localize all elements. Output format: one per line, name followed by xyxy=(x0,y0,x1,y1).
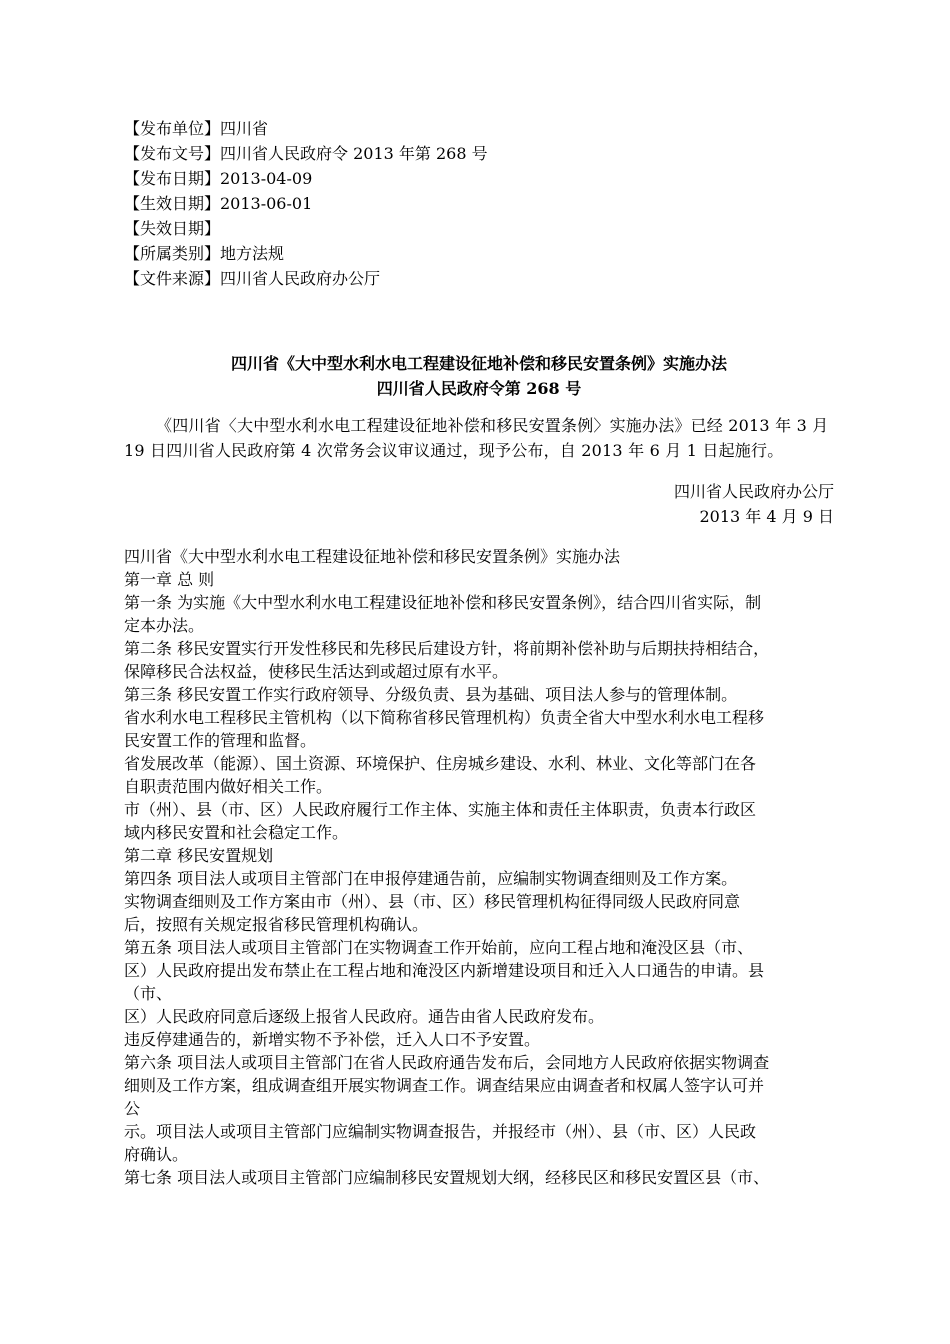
meta-effective-date: 【生效日期】2013-06-01 xyxy=(124,194,313,213)
meta-expiry-date: 【失效日期】 xyxy=(124,219,221,238)
decree-number: 四川省人民政府令第 268 号 xyxy=(376,379,582,398)
body-line: 自职责范围内做好相关工作。 xyxy=(124,777,333,796)
body-line: 细则及工作方案，组成调查组开展实物调查工作。调查结果应由调查者和权属人签字认可并 xyxy=(124,1076,765,1095)
meta-issue-date: 【发布日期】2013-04-09 xyxy=(124,169,313,188)
body-line: 第三条 移民安置工作实行政府领导、分级负责、县为基础、项目法人参与的管理体制。 xyxy=(124,685,738,704)
body-line: 第一条 为实施《大中型水利水电工程建设征地补偿和移民安置条例》，结合四川省实际，制 xyxy=(124,593,762,612)
promulgation-paragraph: 《四川省〈大中型水利水电工程建设征地补偿和移民安置条例〉实施办法》已经 2013 年 3 月 19 日四川省人民政府第 4 次常务会议审议通过，现予公布，自 2013 年 6 月 1 日起施行。 xyxy=(124,416,829,460)
body-line: 民安置工作的管理和监督。 xyxy=(124,731,317,750)
body-line: 公 xyxy=(124,1099,141,1118)
meta-issuer: 【发布单位】四川省 xyxy=(124,119,269,138)
signature-org: 四川省人民政府办公厅 xyxy=(673,482,834,501)
body-line: 省发展改革（能源）、国土资源、环境保护、住房城乡建设、水利、林业、文化等部门在各 xyxy=(124,754,757,773)
document-title: 四川省《大中型水利水电工程建设征地补偿和移民安置条例》实施办法 xyxy=(230,354,727,373)
body-line: 实物调查细则及工作方案由市（州）、县（市、区）移民管理机构征得同级人民政府同意 xyxy=(124,892,741,911)
body-line: 四川省《大中型水利水电工程建设征地补偿和移民安置条例》实施办法 xyxy=(124,547,621,566)
body-line: 域内移民安置和社会稳定工作。 xyxy=(124,823,349,842)
body-line: 区）人民政府提出发布禁止在工程占地和淹没区内新增建设项目和迁入人口通告的申请。县 xyxy=(124,961,765,980)
document-page xyxy=(124,116,834,1189)
body-line: 第五条 项目法人或项目主管部门在实物调查工作开始前，应向工程占地和淹没区县（市、 xyxy=(124,938,754,957)
body-line: 保障移民合法权益，使移民生活达到或超过原有水平。 xyxy=(124,662,509,681)
body-line: 第六条 项目法人或项目主管部门在省人民政府通告发布后，会同地方人民政府依据实物调查 xyxy=(124,1053,770,1072)
body-line: 违反停建通告的，新增实物不予补偿，迁入人口不予安置。 xyxy=(124,1030,541,1049)
document-title-block xyxy=(124,351,834,401)
body-line: 定本办法。 xyxy=(124,616,205,635)
body-line: 第二条 移民安置实行开发性移民和先移民后建设方针，将前期补偿补助与后期扶持相结合， xyxy=(124,639,770,658)
body-line: 第二章 移民安置规划 xyxy=(124,846,274,865)
regulation-body xyxy=(124,545,834,1189)
body-line: 示。项目法人或项目主管部门应编制实物调查报告，并报经市（州）、县（市、区）人民政 xyxy=(124,1122,757,1141)
body-line: 第七条 项目法人或项目主管部门应编制移民安置规划大纲，经移民区和移民安置区县（市、 xyxy=(124,1168,770,1187)
metadata-block xyxy=(124,116,834,291)
body-line: 区）人民政府同意后逐级上报省人民政府。通告由省人民政府发布。 xyxy=(124,1007,605,1026)
body-line: 第四条 项目法人或项目主管部门在申报停建通告前，应编制实物调查细则及工作方案。 xyxy=(124,869,738,888)
signature-date: 2013 年 4 月 9 日 xyxy=(699,507,834,526)
body-line: 府确认。 xyxy=(124,1145,189,1164)
body-line: 后，按照有关规定报省移民管理机构确认。 xyxy=(124,915,429,934)
body-line: 第一章 总 则 xyxy=(124,570,215,589)
body-line: （市、 xyxy=(124,984,173,1003)
meta-category: 【所属类别】地方法规 xyxy=(124,244,285,263)
meta-doc-number: 【发布文号】四川省人民政府令 2013 年第 268 号 xyxy=(124,144,488,163)
body-line: 省水利水电工程移民主管机构（以下简称省移民管理机构）负责全省大中型水利水电工程移 xyxy=(124,708,765,727)
signature-block xyxy=(124,479,834,529)
body-line: 市（州）、县（市、区）人民政府履行工作主体、实施主体和责任主体职责，负责本行政区 xyxy=(124,800,757,819)
meta-source: 【文件来源】四川省人民政府办公厅 xyxy=(124,269,381,288)
